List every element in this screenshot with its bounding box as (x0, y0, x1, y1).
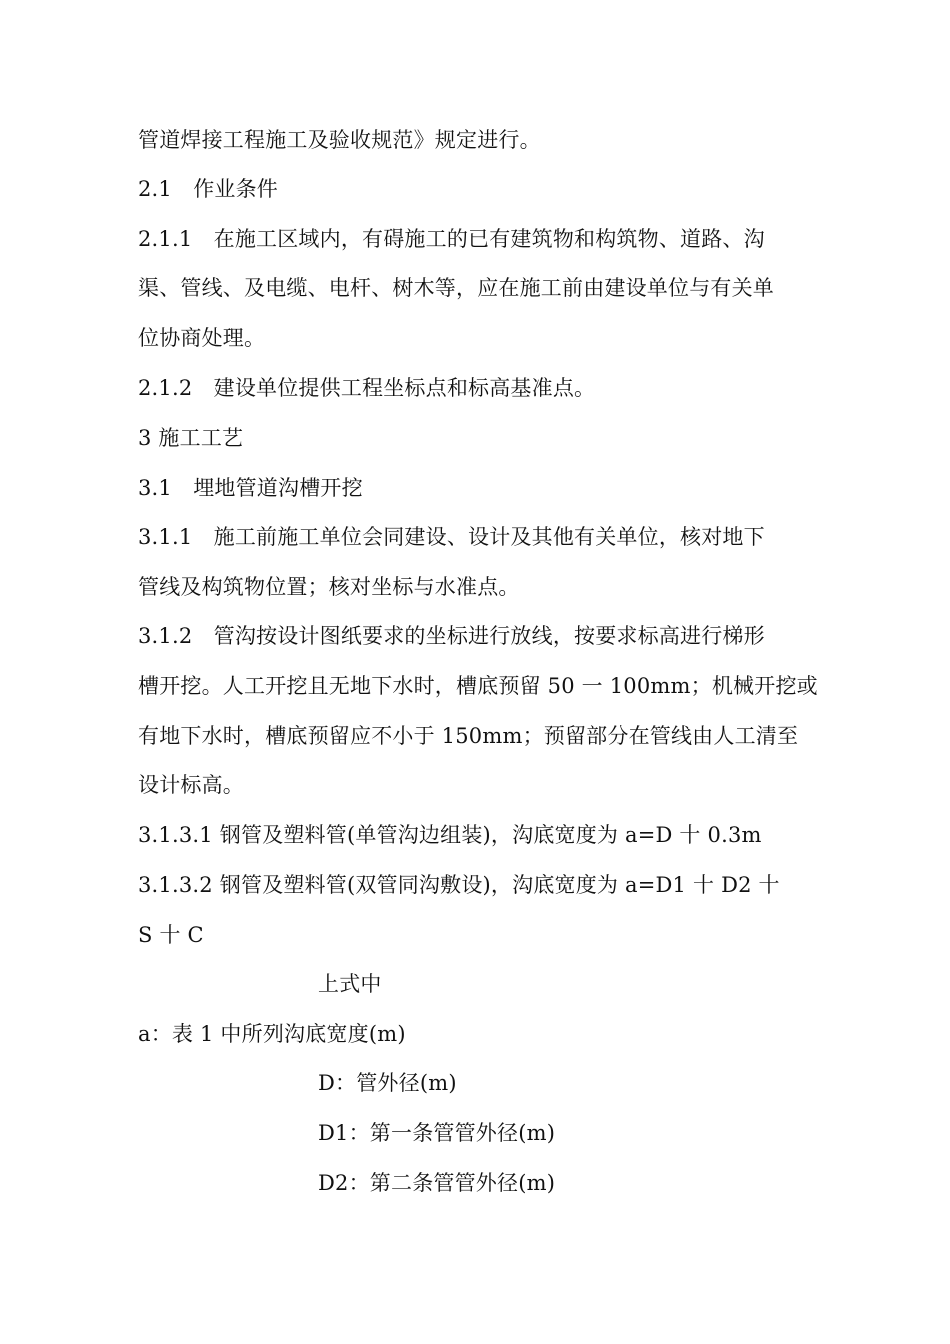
text-line: S 十 C (138, 923, 204, 947)
text-line: 管线及构筑物位置；核对坐标与水准点。 (138, 575, 520, 599)
text-line: 有地下水时，槽底预留应不小于 150mm；预留部分在管线由人工清至 (138, 724, 799, 748)
text-line: 3.1.3.2 钢管及塑料管(双管同沟敷设)，沟底宽度为 a=D1 十 D2 十 (138, 873, 780, 897)
section-heading: 3.1 埋地管道沟槽开挖 (138, 476, 363, 500)
text-line: 2.1.2 建设单位提供工程坐标点和标高基准点。 (138, 376, 596, 400)
text-line: 设计标高。 (138, 773, 244, 797)
text-line: 3.1.3.1 钢管及塑料管(单管沟边组装)，沟底宽度为 a=D 十 0.3m (138, 823, 762, 847)
formula-caption: 上式中 (318, 972, 382, 996)
text-line: 槽开挖。人工开挖且无地下水时，槽底预留 50 一 100mm；机械开挖或 (138, 674, 818, 698)
text-line: 3.1.1 施工前施工单位会同建设、设计及其他有关单位，核对地下 (138, 525, 765, 549)
definition-line: D：管外径(m) (318, 1071, 457, 1095)
text-line: 渠、管线、及电缆、电杆、树木等，应在施工前由建设单位与有关单 (138, 276, 774, 300)
text-line: 3.1.2 管沟按设计图纸要求的坐标进行放线，按要求标高进行梯形 (138, 624, 765, 648)
definition-line: a：表 1 中所列沟底宽度(m) (138, 1022, 406, 1046)
definition-line: D1：第一条管管外径(m) (318, 1121, 556, 1145)
text-line: 位协商处理。 (138, 326, 266, 350)
section-heading: 2.1 作业条件 (138, 177, 278, 201)
text-line: 管道焊接工程施工及验收规范》规定进行。 (138, 128, 541, 152)
text-line: 2.1.1 在施工区域内，有碍施工的已有建筑物和构筑物、道路、沟 (138, 227, 765, 251)
section-heading: 3 施工工艺 (138, 426, 244, 450)
definition-line: D2：第二条管管外径(m) (318, 1171, 556, 1195)
